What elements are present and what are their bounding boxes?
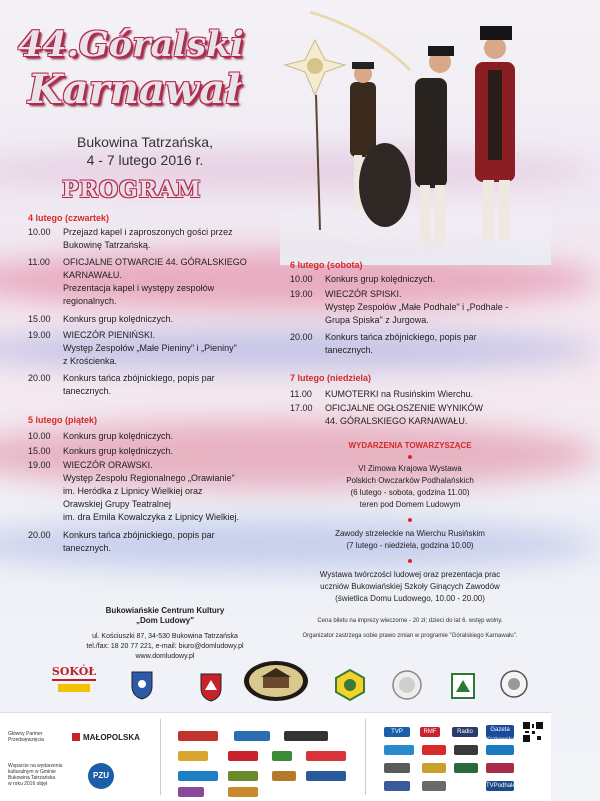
partner-logo <box>178 731 218 741</box>
social-event: Zawody strzeleckie na Wierchu Rusińskim (7 lutego - niedziela, godzina 10.00) <box>335 529 485 550</box>
partner-logo <box>284 731 328 741</box>
media-logo <box>422 745 446 755</box>
qr-code-icon <box>522 721 544 743</box>
title-line-2: Karnawał <box>28 66 241 113</box>
sokol-logo: SOKÓŁ <box>48 665 100 692</box>
media-logo: TVP Kraków <box>384 727 410 737</box>
sponsor-logo <box>228 771 258 781</box>
day-heading: 7 lutego (niedziela) <box>290 373 372 383</box>
sponsor-logo <box>178 787 204 797</box>
media-logo: Gazeta Krakowska <box>486 727 516 743</box>
folk-house-emblem-icon <box>243 660 309 702</box>
dates: 4 - 7 lutego 2016 r. <box>86 152 204 168</box>
coat-of-arms-icon <box>130 670 154 700</box>
bullet-dot <box>408 455 412 459</box>
media-logo <box>384 781 410 791</box>
media-logo <box>486 745 514 755</box>
media-logo: RMF <box>420 727 440 737</box>
round-seal-icon <box>500 670 528 698</box>
sponsor-logo <box>228 787 258 797</box>
sponsor-logo <box>306 751 346 761</box>
sponsor-logo <box>272 751 292 761</box>
malopolska-logo: MAŁOPOLSKA <box>72 733 140 742</box>
organizer-contact: ul. Kościuszki 87, 34-530 Bukowina Tatrzańska tel./fax: 18 20 77 221, e-mail: biuro@domludowy.pl www.domludowy.pl <box>86 633 244 660</box>
media-logo <box>454 763 478 773</box>
media-logo <box>384 745 414 755</box>
round-seal-icon <box>392 670 422 700</box>
coat-of-arms-icon <box>199 672 223 702</box>
media-logo: TVPodhale <box>486 783 516 789</box>
sponsor-strip <box>0 712 551 801</box>
location: Bukowina Tatrzańska, <box>77 134 213 150</box>
event-place <box>60 133 230 169</box>
change-note: Organizator zastrzega sobie prawo zmian w programie "Góralskiego Karnawału". <box>302 633 518 639</box>
social-event: Wystawa twórczości ludowej oraz prezentacja prac uczniów Bukowiańskiej Szkoły Ginących Zawodów (świetlica Domu Ludowego, 10.00 - 20.00) <box>319 570 501 603</box>
media-logo <box>486 763 514 773</box>
day-heading: 5 lutego (piątek) <box>28 415 98 425</box>
highlanders-photo <box>280 0 551 265</box>
ticket-note: Cena biletu na imprezy wieczorne - 20 zł; dzieci do lat 6. wstęp wolny. <box>317 618 503 624</box>
media-logo <box>422 763 446 773</box>
sponsor-logo <box>178 751 208 761</box>
bullet-dot <box>408 518 412 522</box>
title-line-1: 44.Góralski <box>18 24 244 65</box>
sponsor-logo <box>228 751 258 761</box>
bullet-dot <box>408 559 412 563</box>
support-note: Wsparcie na wydarzeniu kulturalnym w Gminie Bukowina Tatrzańska w roku 2016 objęł <box>8 763 63 787</box>
sponsor-logo <box>306 771 346 781</box>
partner-label: Główny Partner Przedsięwzięcia <box>8 731 44 743</box>
media-logo <box>422 781 446 791</box>
media-logo <box>454 745 478 755</box>
sponsor-logo <box>178 771 218 781</box>
social-events-heading: WYDARZENIA TOWARZYSZĄCE <box>348 441 472 450</box>
day-heading: 4 lutego (czwartek) <box>28 213 110 223</box>
club-badge-icon <box>450 672 476 700</box>
day-heading: 6 lutego (sobota) <box>290 260 363 270</box>
partner-logo <box>234 731 270 741</box>
sponsor-logo <box>272 771 296 781</box>
regional-emblem-icon <box>333 668 367 702</box>
social-event: VI Zimowa Krajowa Wystawa Polskich Owczarków Podhalańskich (6 lutego - sobota, godzina 11.00) teren pod Domem Ludowym <box>346 464 474 509</box>
media-logo <box>384 763 410 773</box>
media-logo: Radio Kraków <box>452 727 478 737</box>
program-heading: PROGRAM <box>62 177 202 203</box>
pzu-logo: PZU <box>88 763 114 789</box>
organizer-name: Bukowiańskie Centrum Kultury „Dom Ludowy" <box>105 606 225 625</box>
